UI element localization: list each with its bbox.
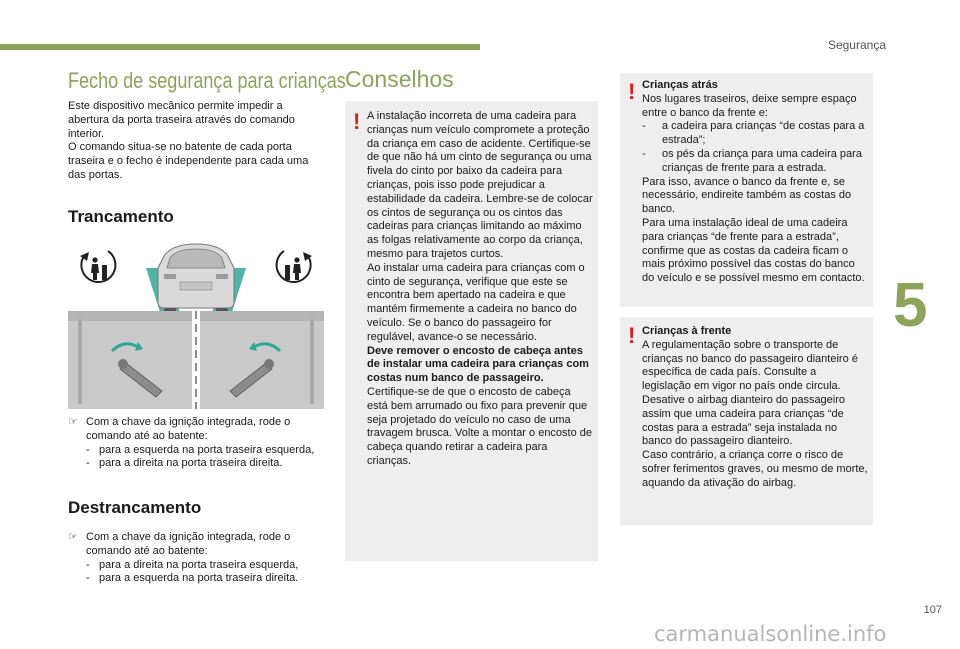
warning-icon: ! bbox=[628, 79, 636, 104]
tail-light-right bbox=[216, 274, 228, 279]
car-rear-illustration bbox=[68, 238, 324, 320]
list-item: - para a esquerda na porta traseira esquerda, bbox=[86, 443, 315, 456]
child-lock-icon bbox=[277, 251, 312, 282]
front-children-text: Crianças à frente A regulamentação sobre o transporte de crianças no banco do passageiro dianteiro é específica de cada país. Consulte a legislação em vigor no país onde circula. Desative o airbag dianteiro do passageiro assim que uma cadeira para crianças “de costas para a estrada” seja instalada no banco do passageiro dianteiro. Caso contrário, a criança corre o risco de sofrer ferimentos graves, ou mesmo de morte, aquando da ativação do airbag. bbox=[642, 325, 868, 489]
list-item: ☞ Com a chave da ignição integrada, rode o comando até ao batente: bbox=[68, 416, 291, 442]
right-door-photo bbox=[200, 311, 324, 409]
plate bbox=[180, 282, 212, 290]
left-door-photo bbox=[68, 311, 192, 409]
front-children-box bbox=[620, 317, 873, 525]
tail-light-left bbox=[164, 274, 176, 279]
child-lock-icon bbox=[80, 251, 115, 282]
list-item: - para a direita na porta traseira esquerda, bbox=[86, 558, 299, 571]
lock-instructions bbox=[68, 416, 330, 471]
page-title: Fecho de segurança para crianças bbox=[68, 68, 346, 93]
intro-paragraph: Este dispositivo mecânico permite impedir a abertura da porta traseira através do comando interior. bbox=[68, 100, 295, 140]
door-latch-photos bbox=[68, 311, 324, 409]
top-accent-bar bbox=[0, 44, 480, 50]
pointer-icon: ☞ bbox=[68, 531, 78, 543]
page-number: 107 bbox=[923, 604, 942, 616]
section-name: Segurança bbox=[827, 38, 886, 52]
chapter-number: 5 bbox=[893, 271, 928, 340]
pointer-icon: ☞ bbox=[68, 416, 78, 428]
rear-children-text: Crianças atrás Nos lugares traseiros, deixe sempre espaço entre o banco da frente e: - a cadeira para crianças “de costas para a estrada”; - os pés da criança para uma cadeira para crianças de frente para a estrada. Para isso, avance o banco da frente e, se necessário, endireite também as costas do banco. Para uma instalação ideal de uma cadeira para crianças “de frente para a estrada”, confirme que as costas da cadeira ficam o mais próximo possível das costas do banco do veículo e se possível mesmo em contacto. bbox=[642, 79, 868, 286]
unlock-instructions bbox=[68, 531, 330, 586]
list-item: - para a esquerda na porta traseira direita. bbox=[86, 572, 299, 585]
unlock-heading: Destrancamento bbox=[68, 498, 202, 517]
lock-heading: Trancamento bbox=[68, 207, 174, 226]
list-item: - para a direita na porta traseira direita. bbox=[86, 457, 283, 470]
intro-text bbox=[68, 100, 324, 183]
list-item: - os pés da criança para uma cadeira para crianças de frente para a estrada. bbox=[642, 147, 862, 174]
warning-icon: ! bbox=[353, 109, 361, 134]
advice-title: Conselhos bbox=[345, 66, 454, 92]
intro-paragraph: O comando situa-se no batente de cada porta traseira e o fecho é independente para cada uma das portas. bbox=[68, 141, 309, 181]
rear-children-box bbox=[620, 73, 873, 307]
watermark: carmanualsonline.info bbox=[654, 622, 887, 646]
list-item: - a cadeira para crianças “de costas para a estrada”; bbox=[642, 120, 865, 147]
list-item: ☞ Com a chave da ignição integrada, rode o comando até ao batente: bbox=[68, 531, 291, 557]
advice-box bbox=[345, 101, 598, 561]
warning-icon: ! bbox=[628, 323, 636, 348]
advice-text: A instalação incorreta de uma cadeira para crianças num veículo compromete a proteção da criança em caso de acidente. Certifique-se de que não há um cinto de segurança ou uma fivela do cinto por baixo da cadeira para crianças, pois isso pode prejudicar a estabilidade da cadeira. Lembre-se de colocar os cintos de segurança ou os cintos das cadeiras para crianças limitando ao máximo as folgas relativamente ao corpo da criança, mesmo para trajetos curtos. Ao instalar uma cadeira para crianças com o cinto de segurança, verifique que este se encontra bem apertado na cadeira e que mantém firmemente a cadeira no banco do veículo. Se o banco do passageiro for regulável, avance-o se necessário. Deve remover o encosto de cabeça antes de instalar uma cadeira para crianças com costas num banco de passageiro. Certifique-se de que o encosto de cabeça está bem arrumado ou fixo para prevenir que seja projetado do veículo no caso de uma travagem brusca. Volte a montar o encosto de cabeça quando retirar a cadeira para crianças. bbox=[367, 110, 593, 467]
